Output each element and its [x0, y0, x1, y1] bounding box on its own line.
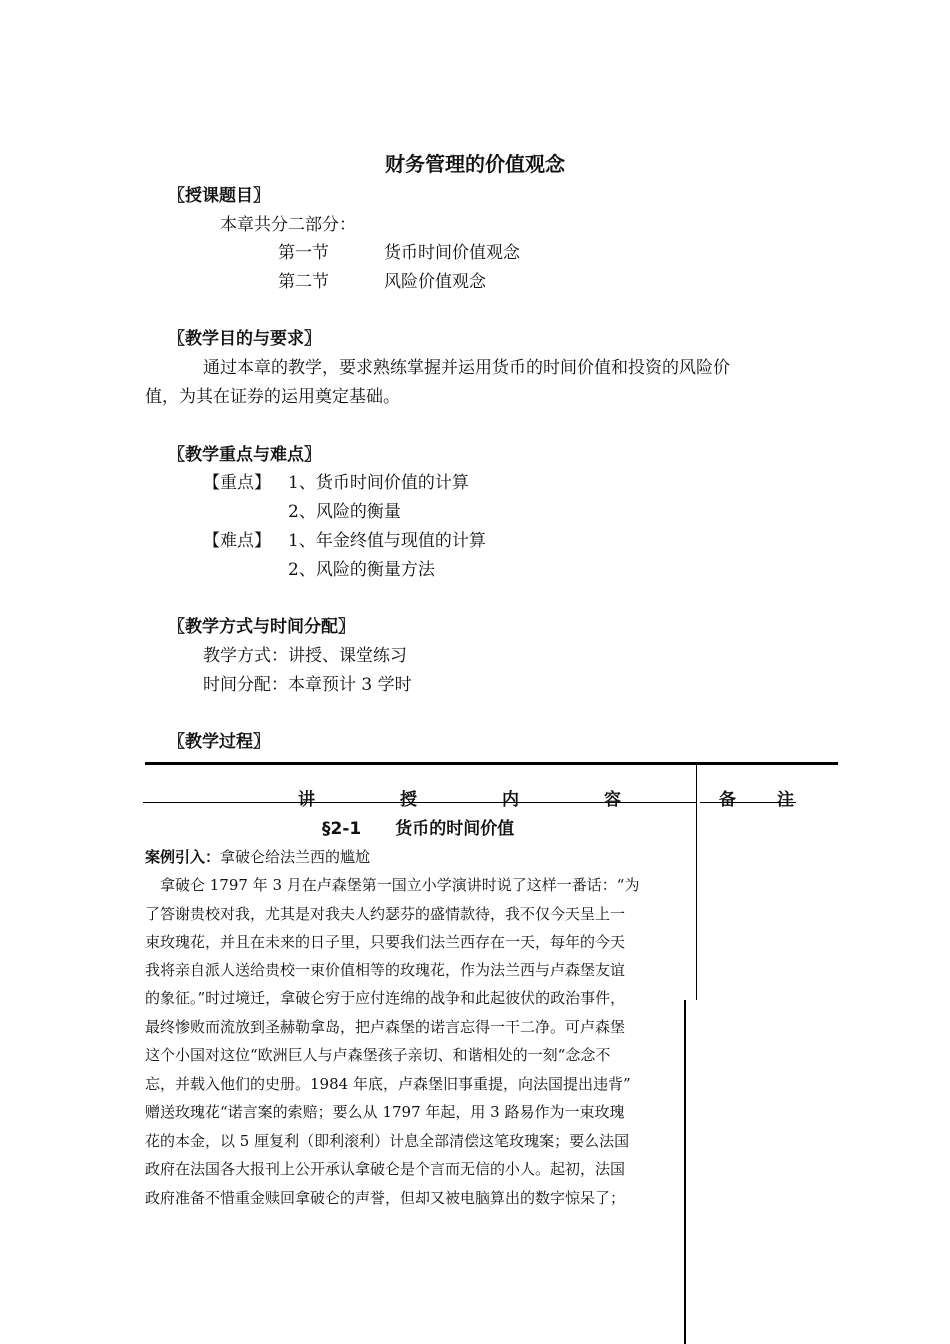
- paragraph-line-10: 花的本金，以 5 厘复利（即利滚利）计息全部清偿这笔玫瑰案；要么法国: [145, 1132, 630, 1150]
- paragraph-line-2: 了答谢贵校对我，尤其是对我夫人约瑟芬的盛情款待，我不仅今天呈上一: [145, 905, 626, 923]
- difficulty-label: 【难点】: [203, 531, 271, 551]
- table-top-border: [145, 762, 838, 765]
- part-1-name: 货币时间价值观念: [384, 243, 520, 263]
- table-header-content: [298, 785, 621, 810]
- table-header-notes: [719, 785, 794, 810]
- column-divider-upper: [696, 765, 697, 1000]
- goals-line-2: 值，为其在证券的运用奠定基础。: [145, 387, 400, 407]
- emphasis-item-1: 1、货币时间价值的计算: [288, 473, 469, 493]
- key-points-heading: 〖教学重点与难点〗: [168, 445, 321, 465]
- goals-line-1: 通过本章的教学，要求熟练掌握并运用货币的时间价值和投资的风险价: [203, 358, 730, 378]
- case-label: 案例引入：: [145, 848, 221, 866]
- paragraph-line-6: 最终惨败而流放到圣赫勒拿岛，把卢森堡的诺言忘得一干二净。可卢森堡: [145, 1018, 626, 1036]
- column-divider-lower: [684, 1000, 686, 1344]
- method-line-2: 时间分配：本章预计 3 学时: [203, 675, 412, 695]
- case-intro: [145, 846, 370, 867]
- emphasis-item-2: 2、风险的衡量: [288, 502, 401, 522]
- case-title: 拿破仑给法兰西的尴尬: [220, 848, 371, 866]
- subject-heading: 〖授课题目〗: [168, 186, 270, 206]
- paragraph-line-7: 这个小国对这位“欧洲巨人与卢森堡孩子亲切、和谐相处的一刻“念念不: [145, 1046, 611, 1064]
- header-char-3: 内: [502, 790, 519, 810]
- subject-intro: 本章共分二部分：: [220, 215, 356, 235]
- emphasis-label: 【重点】: [203, 473, 271, 493]
- paragraph-line-1: 拿破仑 1797 年 3 月在卢森堡第一国立小学演讲时说了这样一番话：“为: [145, 876, 640, 894]
- notes-char-1: 备: [719, 790, 736, 810]
- paragraph-line-9: 赠送玫瑰花“诺言案的索赔；要么从 1797 年起，用 3 路易作为一束玫瑰: [145, 1103, 625, 1121]
- part-1-number: 第一节: [278, 243, 329, 263]
- header-char-2: 授: [400, 790, 417, 810]
- method-line-1: 教学方式：讲授、课堂练习: [203, 646, 407, 666]
- paragraph-line-11: 政府在法国各大报刊上公开承认拿破仑是个言而无信的小人。起初，法国: [145, 1160, 626, 1178]
- header-char-4: 容: [604, 790, 621, 810]
- part-2-name: 风险价值观念: [384, 272, 486, 292]
- difficulty-item-2: 2、风险的衡量方法: [288, 560, 435, 580]
- process-heading: 〖教学过程〗: [168, 732, 270, 752]
- paragraph-line-12: 政府准备不惜重金赎回拿破仑的声誉，但却又被电脑算出的数字惊呆了；: [145, 1189, 626, 1207]
- paragraph-line-4: 我将亲自派人送给贵校一束价值相等的玫瑰花，作为法兰西与卢森堡友谊: [145, 961, 626, 979]
- difficulty-item-1: 1、年金终值与现值的计算: [288, 531, 486, 551]
- method-heading: 〖教学方式与时间分配〗: [168, 617, 355, 637]
- page-title: 财务管理的价值观念: [385, 152, 565, 176]
- paragraph-line-3: 束玫瑰花，并且在未来的日子里，只要我们法兰西存在一天，每年的今天: [145, 933, 626, 951]
- notes-char-2: 注: [777, 790, 794, 810]
- section-title: §2-1 货币的时间价值: [322, 819, 515, 839]
- part-2-number: 第二节: [278, 272, 329, 292]
- paragraph-line-8: 忘，并载入他们的史册。1984 年底，卢森堡旧事重提，向法国提出违背”: [145, 1075, 631, 1093]
- paragraph-line-5: 的象征。”时过境迁，拿破仑穷于应付连绵的战争和此起彼伏的政治事件，: [145, 989, 626, 1007]
- goals-heading: 〖教学目的与要求〗: [168, 329, 321, 349]
- header-char-1: 讲: [298, 790, 315, 810]
